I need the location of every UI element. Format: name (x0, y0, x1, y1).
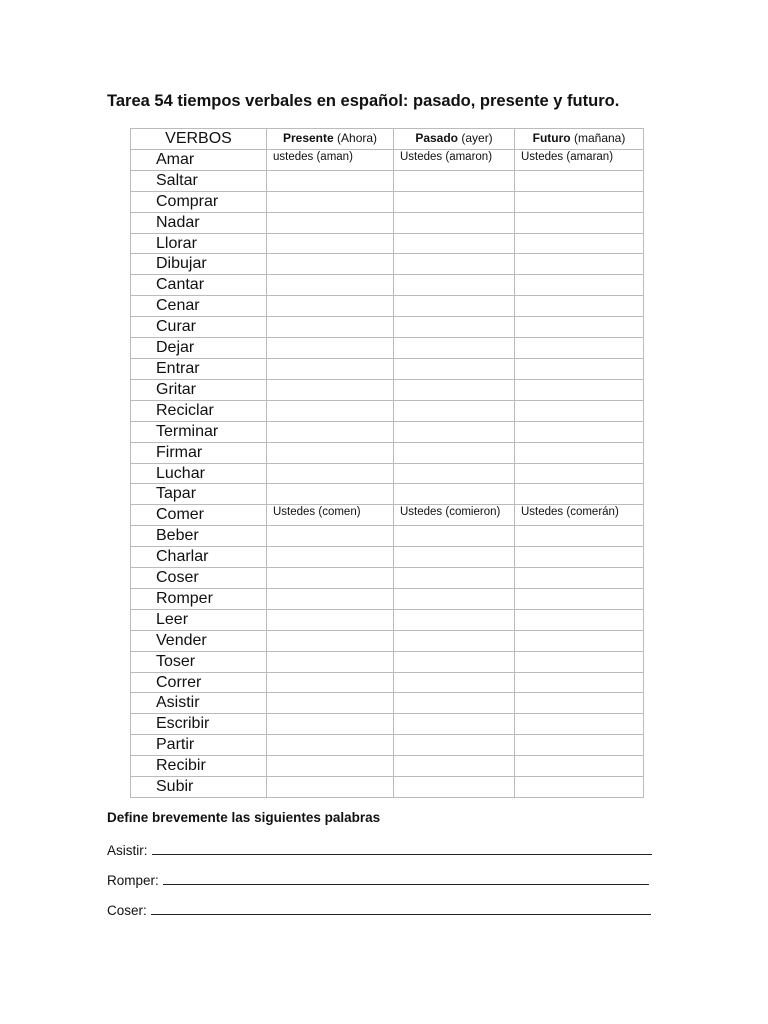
presente-cell[interactable] (267, 651, 394, 672)
pasado-cell[interactable] (394, 526, 515, 547)
pasado-cell[interactable] (394, 777, 515, 798)
futuro-cell[interactable] (515, 526, 644, 547)
definition-blank-line[interactable] (152, 841, 652, 855)
verb-cell: Escribir (131, 714, 267, 735)
presente-cell[interactable] (267, 212, 394, 233)
pasado-cell[interactable] (394, 609, 515, 630)
futuro-cell[interactable] (515, 756, 644, 777)
pasado-cell[interactable] (394, 568, 515, 589)
table-row (131, 714, 644, 735)
pasado-cell[interactable] (394, 693, 515, 714)
table-row (131, 547, 644, 568)
table-row (131, 254, 644, 275)
verb-cell: Dejar (131, 338, 267, 359)
futuro-cell[interactable] (515, 233, 644, 254)
table-row (131, 693, 644, 714)
verb-table (130, 128, 644, 798)
pasado-cell[interactable] (394, 588, 515, 609)
futuro-cell[interactable] (515, 296, 644, 317)
header-verbos: VERBOS (131, 129, 267, 150)
definitions-heading: Define brevemente las siguientes palabras (107, 810, 381, 825)
table-row (131, 568, 644, 589)
table-row (131, 233, 644, 254)
pasado-cell[interactable] (394, 756, 515, 777)
verb-cell: Cantar (131, 275, 267, 296)
table-row (131, 358, 644, 379)
pasado-cell[interactable] (394, 735, 515, 756)
definition-row-asistir (107, 841, 652, 858)
header-presente: Presente (Ahora) (267, 129, 394, 150)
verb-cell: Tapar (131, 484, 267, 505)
futuro-cell[interactable] (515, 672, 644, 693)
verb-cell: Cenar (131, 296, 267, 317)
pasado-cell[interactable] (394, 442, 515, 463)
verb-cell: Reciclar (131, 400, 267, 421)
pasado-cell[interactable] (394, 358, 515, 379)
table-row (131, 609, 644, 630)
pasado-cell[interactable] (394, 338, 515, 359)
pasado-cell[interactable] (394, 317, 515, 338)
table-row (131, 672, 644, 693)
definition-row-coser (107, 901, 651, 918)
definition-word: Coser: (107, 903, 147, 918)
pasado-cell[interactable] (394, 421, 515, 442)
verb-cell: Luchar (131, 463, 267, 484)
definition-word: Romper: (107, 873, 159, 888)
presente-cell[interactable] (267, 484, 394, 505)
verb-cell: Partir (131, 735, 267, 756)
verb-cell: Toser (131, 651, 267, 672)
pasado-cell[interactable] (394, 233, 515, 254)
table-row (131, 651, 644, 672)
pasado-cell[interactable]: Ustedes (amaron) (394, 149, 515, 170)
futuro-cell[interactable] (515, 777, 644, 798)
futuro-cell[interactable] (515, 400, 644, 421)
pasado-cell[interactable] (394, 547, 515, 568)
pasado-cell[interactable] (394, 672, 515, 693)
presente-cell[interactable] (267, 170, 394, 191)
pasado-cell[interactable] (394, 254, 515, 275)
futuro-cell[interactable] (515, 568, 644, 589)
pasado-cell[interactable] (394, 630, 515, 651)
futuro-cell[interactable] (515, 254, 644, 275)
presente-cell[interactable] (267, 526, 394, 547)
futuro-cell[interactable] (515, 735, 644, 756)
pasado-cell[interactable] (394, 379, 515, 400)
pasado-cell[interactable] (394, 191, 515, 212)
pasado-cell[interactable] (394, 714, 515, 735)
table-row (131, 421, 644, 442)
page-title: Tarea 54 tiempos verbales en español: pasado, presente y futuro. (107, 92, 620, 110)
verb-cell: Beber (131, 526, 267, 547)
futuro-cell[interactable] (515, 484, 644, 505)
definition-blank-line[interactable] (151, 901, 651, 915)
futuro-cell[interactable]: Ustedes (amaran) (515, 149, 644, 170)
verb-cell: Saltar (131, 170, 267, 191)
futuro-cell[interactable] (515, 630, 644, 651)
presente-cell[interactable] (267, 756, 394, 777)
table-row (131, 526, 644, 547)
futuro-cell[interactable] (515, 609, 644, 630)
futuro-cell[interactable] (515, 379, 644, 400)
verb-cell: Asistir (131, 693, 267, 714)
futuro-cell[interactable] (515, 651, 644, 672)
presente-cell[interactable] (267, 693, 394, 714)
presente-cell[interactable] (267, 317, 394, 338)
verb-cell: Firmar (131, 442, 267, 463)
verb-cell: Subir (131, 777, 267, 798)
pasado-cell[interactable] (394, 484, 515, 505)
futuro-cell[interactable] (515, 463, 644, 484)
table-row (131, 317, 644, 338)
verb-cell: Romper (131, 588, 267, 609)
presente-cell[interactable] (267, 296, 394, 317)
presente-cell[interactable] (267, 233, 394, 254)
presente-cell[interactable] (267, 400, 394, 421)
presente-cell[interactable] (267, 358, 394, 379)
table-row (131, 484, 644, 505)
table-row (131, 338, 644, 359)
futuro-cell[interactable] (515, 358, 644, 379)
presente-cell[interactable] (267, 588, 394, 609)
presente-cell[interactable] (267, 191, 394, 212)
verb-cell: Comer (131, 505, 267, 526)
verb-cell: Leer (131, 609, 267, 630)
verb-cell: Entrar (131, 358, 267, 379)
presente-cell[interactable] (267, 421, 394, 442)
presente-cell[interactable] (267, 338, 394, 359)
table-row (131, 275, 644, 296)
verb-table-body (131, 149, 644, 797)
table-row (131, 463, 644, 484)
presente-cell[interactable] (267, 672, 394, 693)
table-row (131, 149, 644, 170)
verb-cell: Llorar (131, 233, 267, 254)
pasado-cell[interactable] (394, 170, 515, 191)
verb-cell: Nadar (131, 212, 267, 233)
header-pasado: Pasado (ayer) (394, 129, 515, 150)
verb-cell: Vender (131, 630, 267, 651)
verb-cell: Recibir (131, 756, 267, 777)
pasado-cell[interactable] (394, 296, 515, 317)
presente-cell[interactable] (267, 547, 394, 568)
pasado-cell[interactable]: Ustedes (comieron) (394, 505, 515, 526)
presente-cell[interactable] (267, 254, 394, 275)
presente-cell[interactable] (267, 714, 394, 735)
verb-cell: Terminar (131, 421, 267, 442)
table-row (131, 505, 644, 526)
table-row (131, 735, 644, 756)
presente-cell[interactable] (267, 630, 394, 651)
presente-cell[interactable] (267, 609, 394, 630)
definition-blank-line[interactable] (163, 871, 649, 885)
table-row (131, 170, 644, 191)
table-row (131, 191, 644, 212)
presente-cell[interactable] (267, 568, 394, 589)
presente-cell[interactable] (267, 463, 394, 484)
table-row (131, 400, 644, 421)
definition-row-romper (107, 871, 649, 888)
verb-cell: Curar (131, 317, 267, 338)
table-row (131, 588, 644, 609)
futuro-cell[interactable] (515, 714, 644, 735)
futuro-cell[interactable] (515, 275, 644, 296)
presente-cell[interactable] (267, 777, 394, 798)
futuro-cell[interactable] (515, 338, 644, 359)
futuro-cell[interactable] (515, 170, 644, 191)
table-row (131, 756, 644, 777)
futuro-cell[interactable] (515, 547, 644, 568)
verb-cell: Charlar (131, 547, 267, 568)
futuro-cell[interactable] (515, 212, 644, 233)
presente-cell[interactable] (267, 379, 394, 400)
table-row (131, 777, 644, 798)
verb-cell: Amar (131, 149, 267, 170)
table-row (131, 630, 644, 651)
futuro-cell[interactable] (515, 317, 644, 338)
pasado-cell[interactable] (394, 651, 515, 672)
verb-cell: Dibujar (131, 254, 267, 275)
presente-cell[interactable]: ustedes (aman) (267, 149, 394, 170)
futuro-cell[interactable] (515, 588, 644, 609)
table-row (131, 442, 644, 463)
futuro-cell[interactable] (515, 191, 644, 212)
futuro-cell[interactable] (515, 442, 644, 463)
verb-cell: Correr (131, 672, 267, 693)
verb-cell: Gritar (131, 379, 267, 400)
definition-word: Asistir: (107, 843, 148, 858)
header-futuro: Futuro (mañana) (515, 129, 644, 150)
pasado-cell[interactable] (394, 463, 515, 484)
table-row (131, 379, 644, 400)
futuro-cell[interactable] (515, 693, 644, 714)
futuro-cell[interactable] (515, 421, 644, 442)
verb-cell: Comprar (131, 191, 267, 212)
pasado-cell[interactable] (394, 400, 515, 421)
verb-cell: Coser (131, 568, 267, 589)
pasado-cell[interactable] (394, 275, 515, 296)
table-row (131, 212, 644, 233)
pasado-cell[interactable] (394, 212, 515, 233)
presente-cell[interactable] (267, 735, 394, 756)
presente-cell[interactable] (267, 442, 394, 463)
table-header-row (131, 129, 644, 150)
presente-cell[interactable]: Ustedes (comen) (267, 505, 394, 526)
presente-cell[interactable] (267, 275, 394, 296)
table-row (131, 296, 644, 317)
futuro-cell[interactable]: Ustedes (comerán) (515, 505, 644, 526)
